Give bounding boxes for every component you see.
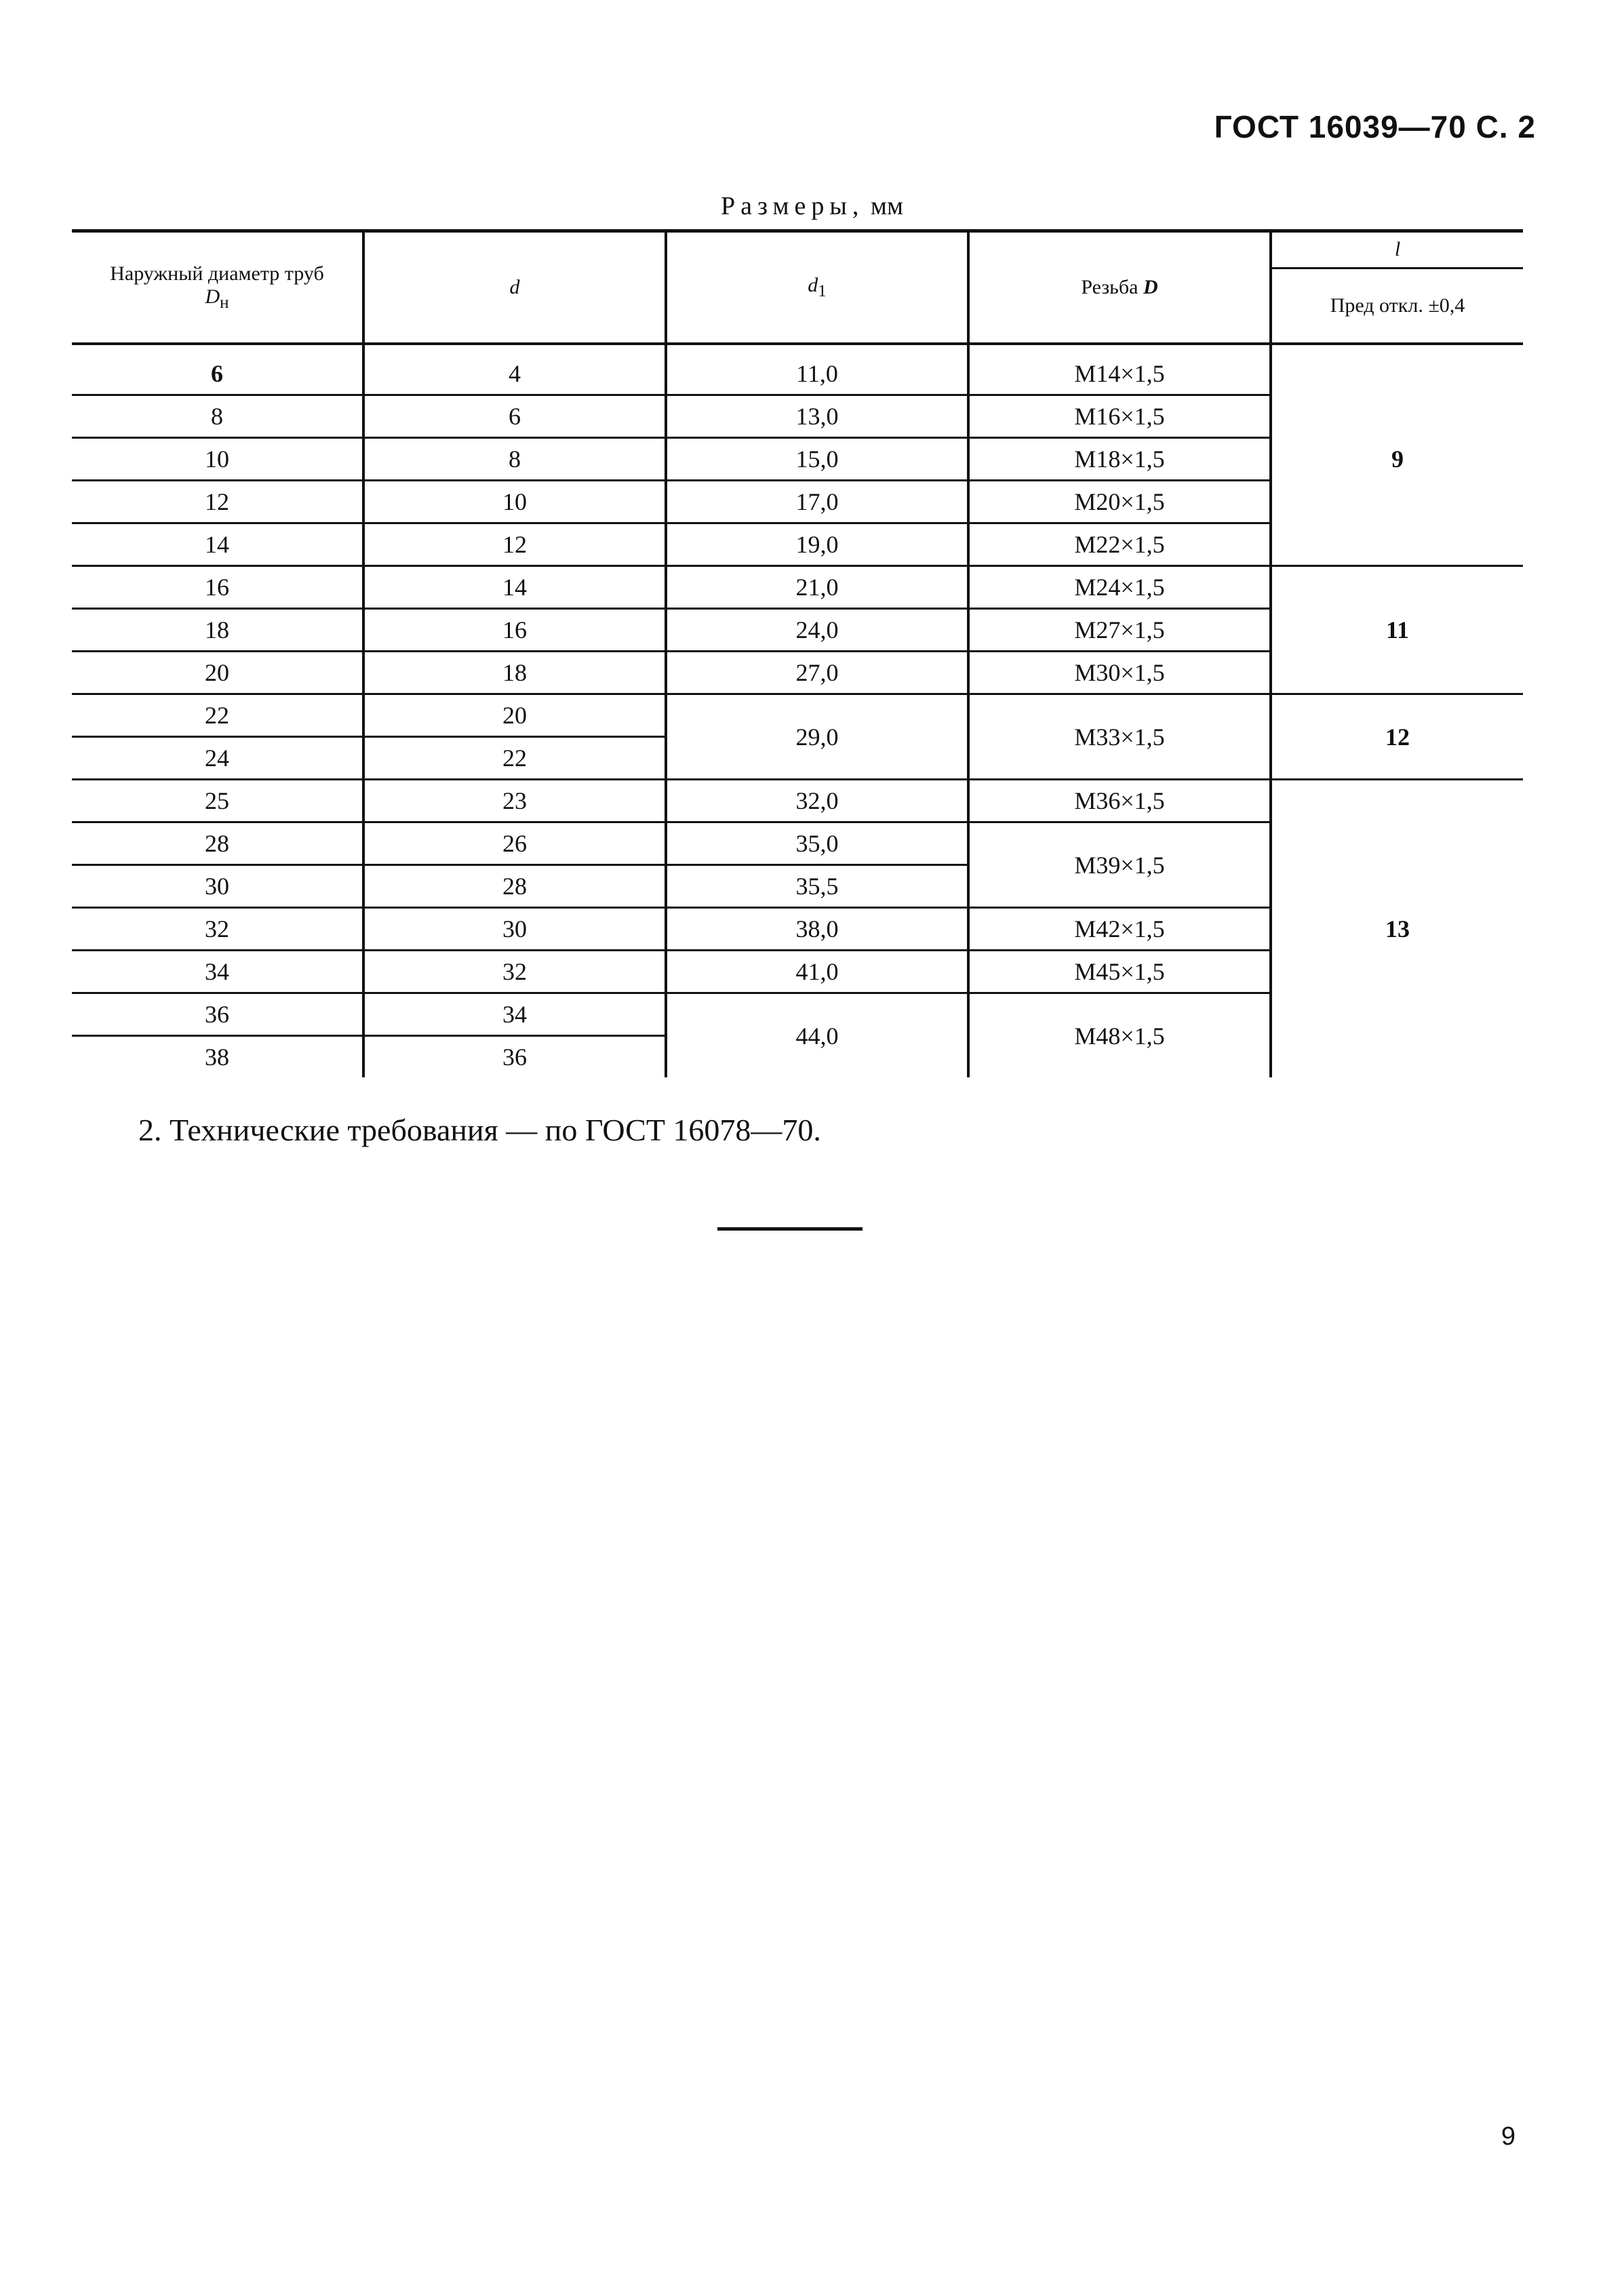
cell-l-group-4: 13 <box>1271 780 1523 1078</box>
standard-header: ГОСТ 16039—70 С. 2 <box>1214 109 1536 144</box>
header-d1 <box>666 231 968 344</box>
cell-d1: 29,0 <box>666 694 968 780</box>
cell-dn: 24 <box>72 737 363 780</box>
cell-d1: 44,0 <box>666 993 968 1078</box>
cell-d1: 24,0 <box>666 609 968 652</box>
header-row <box>72 231 1523 269</box>
cell-dn: 36 <box>72 993 363 1036</box>
cell-d: 16 <box>363 609 666 652</box>
cell-d: 6 <box>363 395 666 438</box>
cell-dn: 18 <box>72 609 363 652</box>
cell-dn: 10 <box>72 438 363 481</box>
table-row <box>72 566 1523 609</box>
caption-word: Размеры, <box>720 192 865 220</box>
cell-d: 8 <box>363 438 666 481</box>
cell-d: 34 <box>363 993 666 1036</box>
cell-d1: 17,0 <box>666 481 968 523</box>
cell-d: 28 <box>363 865 666 908</box>
cell-d: 26 <box>363 822 666 865</box>
header-thread <box>968 231 1271 344</box>
dimensions-table-wrapper <box>72 229 1523 1077</box>
cell-dn: 28 <box>72 822 363 865</box>
cell-d: 20 <box>363 694 666 737</box>
cell-dn: 30 <box>72 865 363 908</box>
cell-thread: М27×1,5 <box>968 609 1271 652</box>
cell-dn: 6 <box>72 344 363 395</box>
cell-d1: 15,0 <box>666 438 968 481</box>
cell-d1: 27,0 <box>666 652 968 694</box>
cell-thread: М45×1,5 <box>968 951 1271 993</box>
page-number: 9 <box>1501 2122 1516 2151</box>
cell-thread: М16×1,5 <box>968 395 1271 438</box>
cell-d: 30 <box>363 908 666 951</box>
table-row <box>72 694 1523 737</box>
cell-d: 22 <box>363 737 666 780</box>
cell-d1: 21,0 <box>666 566 968 609</box>
cell-thread: М20×1,5 <box>968 481 1271 523</box>
cell-d1: 19,0 <box>666 523 968 566</box>
cell-dn: 22 <box>72 694 363 737</box>
cell-d1: 32,0 <box>666 780 968 822</box>
header-d <box>363 231 666 344</box>
cell-d1: 13,0 <box>666 395 968 438</box>
cell-d1: 35,0 <box>666 822 968 865</box>
cell-d1: 35,5 <box>666 865 968 908</box>
header-d1-symbol: d <box>808 274 818 296</box>
cell-thread: М22×1,5 <box>968 523 1271 566</box>
cell-d: 14 <box>363 566 666 609</box>
header-outer-diameter-subscript: н <box>220 294 229 312</box>
header-thread-symbol: D <box>1143 276 1158 298</box>
cell-dn: 38 <box>72 1036 363 1078</box>
cell-dn: 14 <box>72 523 363 566</box>
cell-thread: М42×1,5 <box>968 908 1271 951</box>
caption-unit: мм <box>870 192 903 220</box>
cell-dn: 20 <box>72 652 363 694</box>
cell-dn: 25 <box>72 780 363 822</box>
cell-d: 23 <box>363 780 666 822</box>
header-outer-diameter-symbol: D <box>205 285 220 308</box>
cell-l-group-2: 11 <box>1271 566 1523 694</box>
cell-l-group-3: 12 <box>1271 694 1523 780</box>
table-row <box>72 344 1523 395</box>
header-outer-diameter-label: Наружный диаметр труб <box>110 262 324 285</box>
header-l <box>1271 231 1523 269</box>
cell-thread: М39×1,5 <box>968 822 1271 908</box>
cell-d: 36 <box>363 1036 666 1078</box>
header-outer-diameter <box>72 231 363 344</box>
cell-dn: 32 <box>72 908 363 951</box>
cell-d: 32 <box>363 951 666 993</box>
dimensions-table <box>72 229 1523 1077</box>
cell-d: 12 <box>363 523 666 566</box>
cell-d1: 38,0 <box>666 908 968 951</box>
header-d-symbol: d <box>509 276 520 298</box>
header-l-tolerance: Пред откл. ±0,4 <box>1271 268 1523 344</box>
cell-thread: М24×1,5 <box>968 566 1271 609</box>
technical-requirements-note: 2. Технические требования — по ГОСТ 16078—70. <box>138 1113 821 1147</box>
header-l-symbol: l <box>1394 238 1401 261</box>
cell-thread: М48×1,5 <box>968 993 1271 1078</box>
cell-dn: 34 <box>72 951 363 993</box>
cell-thread: М33×1,5 <box>968 694 1271 780</box>
cell-l-group-1: 9 <box>1271 344 1523 566</box>
cell-d: 10 <box>363 481 666 523</box>
header-thread-label: Резьба <box>1081 276 1138 298</box>
cell-thread: М36×1,5 <box>968 780 1271 822</box>
end-separator-line <box>717 1227 863 1231</box>
cell-d1: 11,0 <box>666 344 968 395</box>
cell-d: 18 <box>363 652 666 694</box>
cell-d1: 41,0 <box>666 951 968 993</box>
cell-thread: М30×1,5 <box>968 652 1271 694</box>
table-caption <box>0 191 1624 221</box>
cell-d: 4 <box>363 344 666 395</box>
cell-thread: М18×1,5 <box>968 438 1271 481</box>
cell-dn: 16 <box>72 566 363 609</box>
cell-dn: 12 <box>72 481 363 523</box>
table-row <box>72 780 1523 822</box>
cell-dn: 8 <box>72 395 363 438</box>
header-d1-subscript: 1 <box>818 282 827 300</box>
cell-thread: М14×1,5 <box>968 344 1271 395</box>
